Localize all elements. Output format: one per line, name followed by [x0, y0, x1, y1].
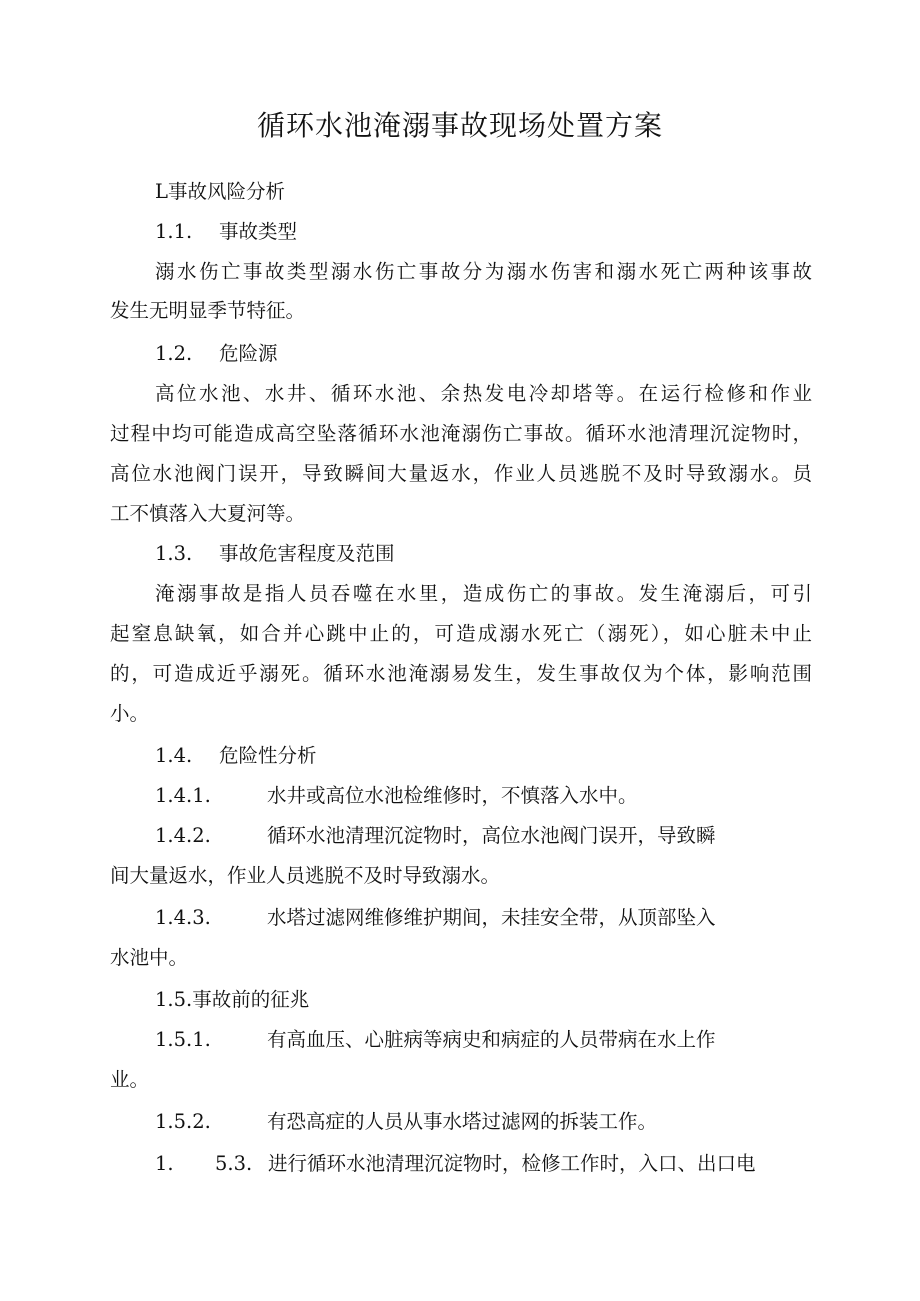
section-1-5-2 — [155, 1108, 657, 1136]
section-1-2-heading — [155, 340, 278, 368]
section-1-4-2 — [155, 822, 716, 850]
section-text: 有恐高症的人员从事水塔过滤网的拆装工作。 — [267, 1110, 658, 1133]
section-1-4-heading — [155, 742, 317, 770]
section-text: 有高血压、心脏病等病史和病症的人员带病在水上作 — [267, 1028, 716, 1051]
section-1-5-3 — [155, 1150, 756, 1178]
section-text: 进行循环水池清理沉淀物时，检修工作时，入口、出口电 — [268, 1152, 756, 1175]
paragraph-line: 淹溺事故是指人员吞噬在水里，造成伤亡的事故。发生淹溺后，可引 — [155, 582, 812, 605]
paragraph-line: 高位水池阀门误开，导致瞬间大量返水，作业人员逃脱不及时导致溺水。员 — [110, 462, 812, 485]
document-title: 循环水池淹溺事故现场处置方案 — [256, 109, 663, 142]
paragraph-line: 发生无明显季节特征。 — [110, 299, 306, 322]
section-1-heading: L事故风险分析 — [155, 180, 285, 203]
section-1-5-heading: 1.5.事故前的征兆 — [155, 988, 310, 1011]
section-text: 循环水池清理沉淀物时，高位水池阀门误开，导致瞬 — [267, 824, 716, 847]
paragraph-line: 的，可造成近乎溺死。循环水池淹溺易发生，发生事故仅为个体，影响范围 — [110, 662, 812, 685]
section-number: 1.1. — [155, 220, 193, 243]
paragraph-line: 小。 — [110, 702, 150, 725]
section-number: 1.4.3. — [155, 906, 211, 929]
section-title: 事故类型 — [219, 220, 298, 243]
paragraph-line: 间大量返水，作业人员逃脱不及时导致溺水。 — [110, 864, 501, 887]
section-title: 事故危害程度及范围 — [219, 542, 395, 565]
section-text: 水塔过滤网维修维护期间，未挂安全带，从顶部坠入 — [267, 906, 716, 929]
section-number: 1.4.1. — [155, 784, 211, 807]
paragraph-line: 业。 — [110, 1068, 150, 1091]
paragraph-line: 过程中均可能造成高空坠落循环水池淹溺伤亡事故。循环水池清理沉淀物时， — [110, 422, 812, 445]
paragraph-line: 起窒息缺氧，如合并心跳中止的，可造成溺水死亡（溺死），如心脏未中止 — [110, 622, 812, 645]
section-1-1-heading — [155, 218, 297, 246]
section-1-3-heading — [155, 540, 395, 568]
section-number: 5.3. — [215, 1152, 253, 1175]
section-title: 危险源 — [219, 342, 278, 365]
section-number: 1. — [155, 1152, 174, 1175]
section-number: 1.2. — [155, 342, 193, 365]
section-number: 1.4.2. — [155, 824, 211, 847]
paragraph-line: 高位水池、水井、循环水池、余热发电冷却塔等。在运行检修和作业 — [155, 382, 812, 405]
section-1-4-1 — [155, 782, 638, 810]
section-title: 危险性分析 — [219, 744, 317, 767]
section-1-5-1 — [155, 1026, 716, 1054]
paragraph-line: 溺水伤亡事故类型溺水伤亡事故分为溺水伤害和溺水死亡两种该事故 — [155, 260, 812, 283]
section-number: 1.5.2. — [155, 1110, 211, 1133]
section-text: 水井或高位水池检维修时，不慎落入水中。 — [267, 784, 638, 807]
paragraph-line: 水池中。 — [110, 946, 189, 969]
section-number: 1.3. — [155, 542, 193, 565]
paragraph-line: 工不慎落入大夏河等。 — [110, 502, 306, 525]
section-number: 1.4. — [155, 744, 193, 767]
section-1-4-3 — [155, 904, 716, 932]
section-number: 1.5.1. — [155, 1028, 211, 1051]
